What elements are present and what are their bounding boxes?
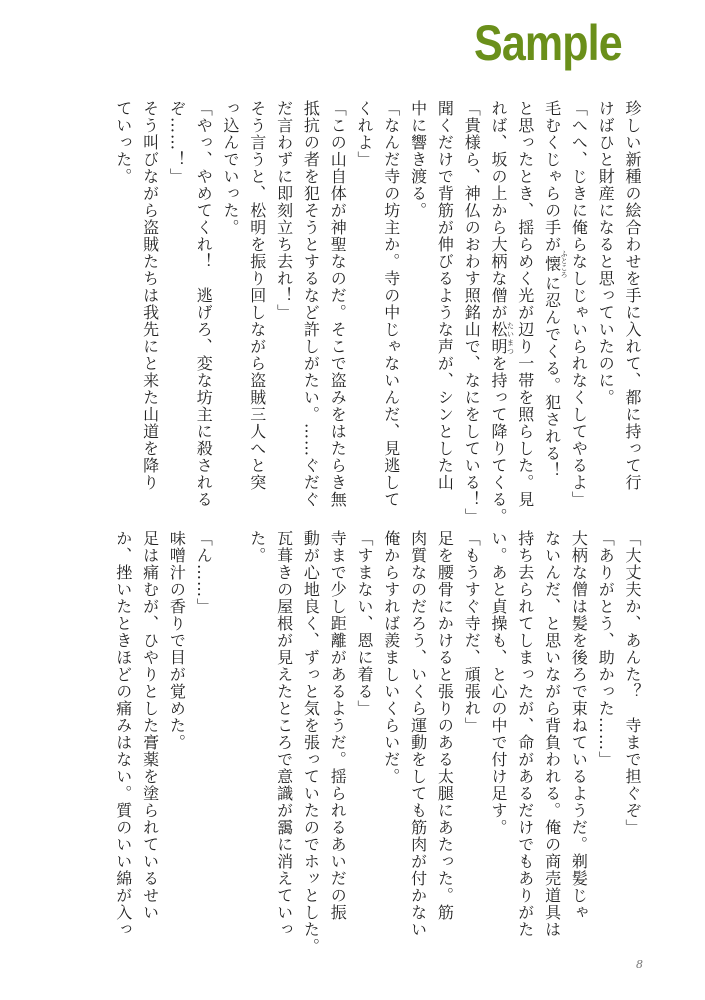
ruby-reading: たいまつ <box>506 321 515 355</box>
text-column <box>597 530 614 768</box>
text-column <box>490 100 515 525</box>
text-run: 持ち去られてしまったが、命があるだけでもありがた <box>515 530 535 938</box>
text-run: 肉質なのだろう、いくら運動をしても筋肉が付かない <box>408 530 428 938</box>
text-run: ていった。 <box>113 100 133 185</box>
text-run: 「すまない、恩に着る」 <box>355 530 374 717</box>
text-run: れば、坂の上から大柄な僧が <box>489 100 508 321</box>
text-run: 「なんだ寺の坊主か。寺の中じゃないんだ、見逃して <box>381 100 401 508</box>
text-run: ないんだ、と思いながら背負われる。俺の商売道具は <box>542 530 562 938</box>
text-column <box>276 530 293 938</box>
text-column <box>490 530 507 836</box>
text-column <box>570 530 587 921</box>
text-run: い。あと貞操も、と心の中で付け足す。 <box>489 530 508 836</box>
ruby-reading: ふところ <box>560 250 569 278</box>
text-column <box>302 530 319 955</box>
sample-watermark: Sample <box>474 15 622 71</box>
text-column <box>168 530 185 751</box>
text-column <box>329 100 346 508</box>
text-run: を持って降りてくる。 <box>489 355 508 525</box>
text-run: 聞くだけで背筋が伸びるような声が、シンとした山 <box>435 100 455 491</box>
page-number: 8 <box>636 958 643 971</box>
text-run: 「大丈夫か、あんた？ 寺まで担ぐぞ」 <box>623 530 642 836</box>
text-run: 「ん……」 <box>194 530 214 615</box>
text-run: 足は痛むが、ひやりとした膏薬を塗られているせい <box>140 530 160 921</box>
text-run: 寺まで少し距離があるようだ。揺られるあいだの振 <box>328 530 348 921</box>
text-column <box>570 100 587 508</box>
text-run: くれよ」 <box>355 100 374 168</box>
text-column <box>624 530 641 836</box>
text-column <box>115 100 132 185</box>
text-run: そう言うと、松明を振り回しながら盗賊三人へと突 <box>247 100 267 491</box>
text-run: 「もうすぐ寺だ、頑張れ」 <box>462 530 482 734</box>
text-run: っ込んでいった。 <box>221 100 240 236</box>
text-run: 「やっ、やめてくれ！ 逃げろ、変な坊主に殺される <box>194 100 214 508</box>
text-run: だ言わずに即刻立ち去れ！」 <box>274 100 294 321</box>
text-column <box>383 100 400 508</box>
ruby-base: 松明 <box>489 321 508 355</box>
text-run: 毛むくじゃらの手が <box>542 100 562 253</box>
text-column <box>624 100 641 491</box>
text-run: と思ったとき、揺らめく光が辺り一帯を照らした。見 <box>515 100 535 508</box>
text-column <box>410 100 427 219</box>
text-column <box>142 530 159 921</box>
text-column <box>168 100 185 185</box>
text-column <box>410 530 427 938</box>
text-run: 中に響き渡る。 <box>408 100 428 219</box>
text-column <box>356 100 373 168</box>
text-run: 俺からすれば羨ましいくらいだ。 <box>381 530 401 785</box>
text-column <box>302 100 319 508</box>
text-column <box>276 100 293 321</box>
text-column <box>329 530 346 921</box>
text-column <box>463 100 480 525</box>
text-run: 「へへ、じきに俺らなしじゃいられなくしてやるよ」 <box>569 100 589 508</box>
text-block-top <box>0 100 705 525</box>
text-column <box>222 100 239 236</box>
text-column <box>517 100 534 508</box>
text-run: 抵抗の者を犯そうとするなど許しがたい。……ぐだぐ <box>301 100 321 508</box>
text-run: 大柄な僧は髪を後ろで束ねているようだ。剃髪じゃ <box>569 530 589 921</box>
text-run: けばひと財産になると思っていたのに。 <box>596 100 616 406</box>
text-block-bottom <box>0 530 705 955</box>
text-run: に忍んでくる。犯される！ <box>542 275 562 479</box>
text-column <box>356 530 373 717</box>
text-column <box>195 530 212 615</box>
text-run: 「この山自体が神聖なのだ。そこで盗みをはたらき無 <box>328 100 348 508</box>
text-run: 味噌汁の香りで目が覚めた。 <box>167 530 187 751</box>
text-run: か、挫いたときほどの痛みはない。質のいい綿が入っ <box>113 530 133 938</box>
text-column <box>195 100 212 508</box>
text-run: 瓦葺きの屋根が見えたところで意識が靄に消えていっ <box>274 530 294 938</box>
text-run: 「ありがとう、助かった……」 <box>596 530 616 768</box>
text-run: 珍しい新種の絵合わせを手に入れて、都に持って行 <box>623 100 642 491</box>
text-column <box>597 100 614 406</box>
text-column <box>249 100 266 491</box>
text-column <box>383 530 400 785</box>
text-column <box>517 530 534 938</box>
text-column <box>436 530 453 921</box>
text-run: そう叫びながら盗賊たちは我先にと来た山道を降り <box>140 100 160 491</box>
text-column <box>544 100 569 479</box>
text-run: ぞ……！」 <box>167 100 187 185</box>
text-column <box>115 530 132 938</box>
ruby-word <box>489 321 515 355</box>
text-run: 動が心地良く、ずっと気を張っていたのでホッとした。 <box>301 530 321 955</box>
text-run: た。 <box>247 530 267 564</box>
text-column <box>544 530 561 938</box>
text-column <box>249 530 266 564</box>
text-column <box>436 100 453 491</box>
ruby-base: 懐 <box>542 250 562 278</box>
text-column <box>463 530 480 734</box>
text-run: 「貴様ら、神仏のおわす照銘山で、なにをしている！」 <box>462 100 482 525</box>
ruby-word <box>542 250 569 278</box>
text-column <box>142 100 159 491</box>
text-run: 足を腰骨にかけると張りのある太腿にあたった。筋 <box>435 530 455 921</box>
